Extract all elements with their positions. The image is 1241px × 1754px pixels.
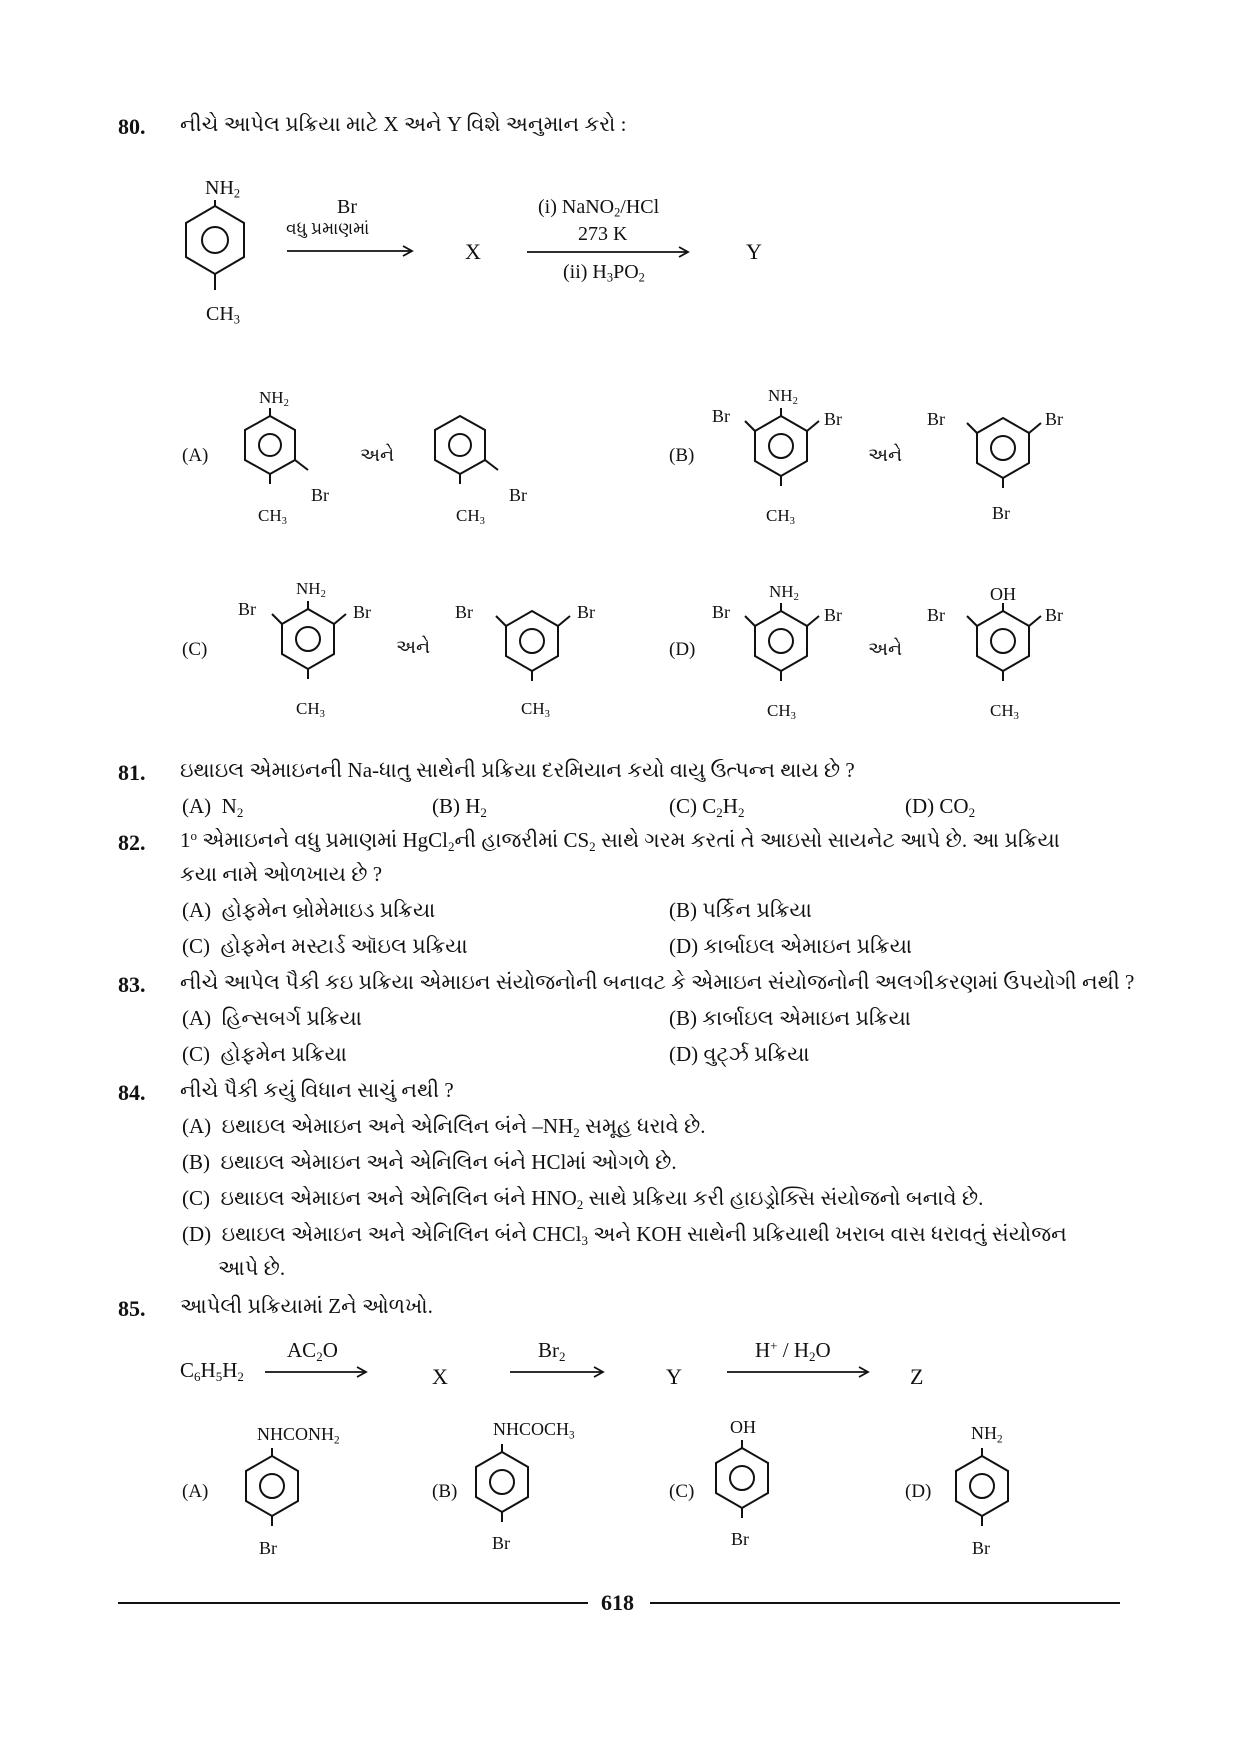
option-a: (A) હિન્સબર્ગ પ્રક્રિયા [182,1006,362,1030]
question-text: નીચે આપેલ પ્રક્રિયા માટે X અને Y વિશે અનુમાન કરો : [180,112,627,136]
option-d: (D) $CO_2$ [905,794,976,820]
benzene-ring [430,414,490,484]
reagent-condition: વધુ પ્રમાણમાં [286,219,370,238]
ch3-label: $CH_3$ [296,699,325,721]
reaction-arrow [527,246,697,258]
benzene-ring [749,408,813,480]
br-substituent: Br [353,602,371,622]
br-substituent: Br [238,599,256,619]
footer-rule-right [650,1602,1120,1604]
br-substituent: Br [1045,409,1063,429]
question-text: ઇથાઇલ એમાઇનની Na-ધાતુ સાથેની પ્રક્રિયા દરમિયાન કયો વાયુ ઉત્પન્ન થાય છે ? [180,758,855,782]
br-substituent: Br [492,1533,510,1553]
benzene-ring [500,609,564,681]
intermediate-x: X [432,1364,448,1389]
benzene-ring [710,1440,774,1512]
reagent-step-2: (ii) $H_3PO_2$ [563,261,645,285]
option-d: (D) ઇથાઇલ એમાઇન અને એનિલિન બંને CHCl$_3$ અને KOH સાથેની પ્રક્રિયાથી ખરાબ વાસ ધરાવતું સંયોજન [182,1222,1067,1248]
br-substituent: Br [731,1529,749,1549]
question-number: 81. [118,760,146,785]
question-number: 84. [118,1080,146,1105]
benzene-ring [180,200,250,280]
product-z: Z [910,1364,924,1389]
benzene-ring [971,416,1035,488]
br-substituent: Br [972,1538,990,1558]
benzene-ring [240,1448,304,1520]
option-label: (B) [432,1481,458,1502]
nh2-label: $NH_2$ [971,1423,1003,1446]
page-number: 618 [601,1590,634,1615]
option-label: (A) [182,1481,209,1502]
ch3-label: $CH_3$ [521,699,550,721]
option-a: (A) હોફમેન બ્રોમેમાઇડ પ્રક્રિયા [182,898,436,922]
option-d: (D) કાર્બાઇલ એમાઇન પ્રક્રિયા [669,934,913,958]
oh-label: OH [990,584,1016,604]
br-substituent: Br [927,409,945,429]
option-label: (C) [182,639,208,660]
option-a: (A) ઇથાઇલ એમાઇન અને એનિલિન બંને $-NH_2$ સમૂહ ધરાવે છે. [182,1114,706,1140]
br-substituent: Br [577,602,595,622]
option-label: (A) [182,445,209,466]
product-y: Y [746,239,762,264]
option-d: (D) વુર્ટ્ઝ પ્રક્રિયા [669,1042,810,1066]
benzene-ring [749,603,813,675]
and-word: અને [360,445,395,466]
ch3-label: $CH_3$ [258,506,287,528]
intermediate-y: Y [666,1364,682,1389]
reaction-arrow [727,1366,877,1378]
and-word: અને [396,637,431,658]
reagent-step-1: (i) NaNO$_2$/HCl [538,196,660,220]
reaction-arrow [510,1366,610,1378]
benzene-ring [276,601,340,673]
br-substituent: Br [455,602,473,622]
question-text: 1$^o$ એમાઇનને વધુ પ્રમાણમાં HgCl$_2$ની હાજરીમાં $CS_2$ સાથે ગરમ કરતાં તે આઇસો સાયનેટ આપે છે. આ પ્રક્રિયા [180,827,1060,854]
reagent-1: $AC_2O$ [287,1338,338,1364]
br-substituent: Br [259,1538,277,1558]
option-b: (B) $H_2$ [432,794,487,820]
benzene-ring [950,1448,1014,1520]
substituent-label: $NHCOCH_3$ [493,1419,575,1442]
reaction-arrow [287,245,417,257]
nh2-label: $NH_2$ [769,582,799,604]
option-b: (B) કાર્બાઇલ એમાઇન પ્રક્રિયા [669,1006,911,1030]
and-word: અને [868,445,903,466]
option-a: (A) $N_2$ [182,794,244,820]
ch3-label: $CH_3$ [456,506,485,528]
question-number: 80. [118,114,146,139]
nh2-label: $NH_2$ [259,388,289,410]
nh2-label: $NH_2$ [205,177,241,201]
oh-label: OH [730,1417,756,1437]
br-substituent: Br [927,605,945,625]
question-text: નીચે આપેલ પૈકી કઇ પ્રક્રિયા એમાઇન સંયોજનોની બનાવટ કે એમાઇન સંયોજનોની અલગીકરણમાં ઉપયોગી નથી ? [180,970,1135,994]
option-c: (C) ઇથાઇલ એમાઇન અને એનિલિન બંને $HNO_2$ સાથે પ્રક્રિયા કરી હાઇડ્રોક્સિ સંયોજનો બનાવે છે. [182,1186,984,1212]
benzene-ring [470,1444,534,1516]
reagent-3: $H^+ / H_2O$ [755,1337,831,1364]
substituent-label: $NHCONH_2$ [257,1424,340,1447]
benzene-ring [240,408,300,478]
br-substituent: Br [824,409,842,429]
ch3-label: $CH_3$ [766,506,795,528]
footer-rule-left [118,1602,588,1604]
reagent-temperature: 273 K [578,223,628,245]
reagent-2: $Br_2$ [538,1338,566,1364]
reagent-br: Br [337,196,357,218]
option-label: (B) [669,445,695,466]
option-c: (C) $C_2H_2$ [669,794,745,820]
br-substituent: Br [311,485,329,505]
option-c: (C) હોફમેન મસ્ટાર્ડ ઑઇલ પ્રક્રિયા [182,934,468,958]
ch3-label: $CH_3$ [206,303,240,327]
question-number: 82. [118,830,146,855]
reaction-arrow [265,1366,375,1378]
starting-compound: $C_6H_5H_2$ [180,1358,244,1384]
br-substituent: Br [1045,605,1063,625]
benzene-ring [971,603,1035,675]
option-b: (B) ઇથાઇલ એમાઇન અને એનિલિન બંને HClમાં ઓગળે છે. [182,1150,677,1174]
option-b: (B) પર્કિન પ્રક્રિયા [669,898,812,922]
option-label: (D) [905,1481,932,1502]
option-label: (C) [669,1481,695,1502]
br-substituent: Br [712,406,730,426]
product-x: X [465,239,481,264]
option-d-continued: આપે છે. [218,1256,286,1280]
nh2-label: $NH_2$ [296,579,326,601]
ch3-label: $CH_3$ [767,701,796,723]
question-text: આપેલી પ્રક્રિયામાં Zને ઓળખો. [180,1294,433,1318]
br-substituent: Br [992,503,1010,523]
nh2-label: $NH_2$ [768,386,798,408]
br-substituent: Br [509,485,527,505]
ch3-label: $CH_3$ [990,701,1019,723]
br-substituent: Br [712,602,730,622]
option-label: (D) [669,639,696,660]
question-number: 85. [118,1296,146,1321]
and-word: અને [868,639,903,660]
br-substituent: Br [824,605,842,625]
question-text: નીચે પૈકી કયું વિધાન સાચું નથી ? [180,1078,454,1102]
question-text-continued: કયા નામે ઓળખાય છે ? [180,862,383,886]
question-number: 83. [118,972,146,997]
option-c: (C) હોફમેન પ્રક્રિયા [182,1042,347,1066]
